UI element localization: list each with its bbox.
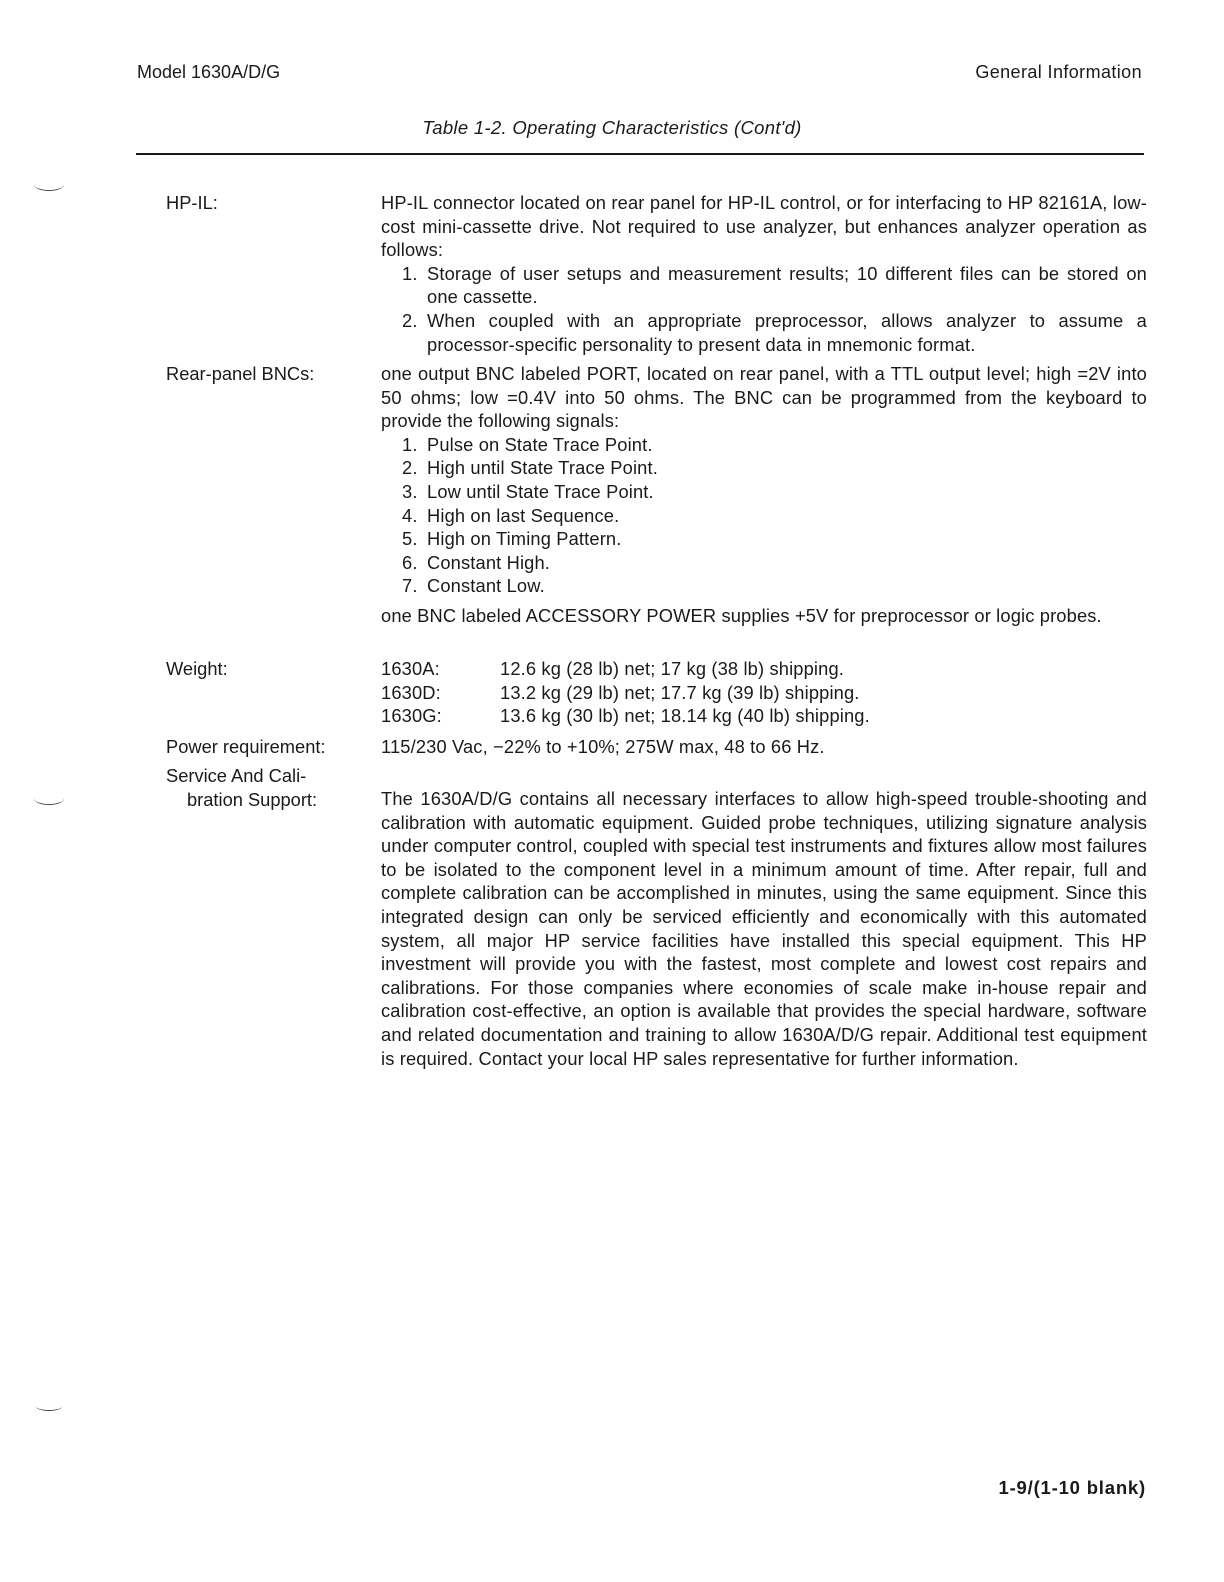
list-item: 3. Low until State Trace Point. [402, 480, 654, 502]
header-section: General Information [975, 62, 1142, 82]
spec-intro: HP-IL connector located on rear panel for HP-IL control, or for interfacing to HP 82161A, low-cost mini-cassette drive. Not required to use analyzer, but enhances analyzer operation as follows: [381, 192, 1147, 261]
list-item: 2. High until State Trace Point. [402, 457, 658, 479]
table-title: Table 1-2. Operating Characteristics (Cont'd) [422, 117, 802, 138]
list-item: 2. When coupled with an appropriate preprocessor, allows analyzer to assume a processor-specific personality to present data in mnemonic format. [402, 309, 1147, 355]
spec-label: HP-IL: [166, 192, 218, 213]
list-item: 4. High on last Sequence. [402, 504, 620, 526]
accessory-power-text: one BNC labeled ACCESSORY POWER supplies +5V for preprocessor or logic probes. [381, 604, 1102, 626]
list-item: 1. Pulse on State Trace Point. [402, 433, 653, 455]
spec-value [381, 657, 1147, 728]
weight-row: 1630D: 13.2 kg (29 lb) net; 17.7 kg (39 lb) shipping. [381, 681, 860, 703]
title-rule [136, 153, 1144, 155]
spec-label: Rear-panel BNCs: [166, 363, 315, 384]
numbered-list [381, 433, 1147, 598]
spec-value: 115/230 Vac, −22% to +10%; 275W max, 48 to 66 Hz. [381, 736, 825, 757]
list-item: 6. Constant High. [402, 551, 551, 573]
header-model: Model 1630A/D/G [137, 62, 281, 82]
list-item: 1. Storage of user setups and measurement results; 10 different files can be stored on one cassette. [402, 262, 1147, 308]
numbered-list [381, 262, 1147, 356]
weight-row: 1630G: 13.6 kg (30 lb) net; 18.14 kg (40 lb) shipping. [381, 705, 870, 727]
binder-mark [34, 792, 64, 805]
spec-value [381, 362, 1147, 628]
binder-mark [36, 1402, 62, 1411]
spec-value [381, 191, 1147, 356]
spec-label: Power requirement: [166, 736, 326, 757]
page-number: 1-9/(1-10 blank) [998, 1477, 1146, 1498]
spec-label: Weight: [166, 658, 228, 679]
spec-label: Service And Cali- bration Support: [166, 765, 318, 810]
service-paragraph: The 1630A/D/G contains all necessary interfaces to allow high-speed trouble-shooting and calibration with automatic equipment. Guided probe techniques, utilizing signature analysis under computer control, coupled with special test instruments and fixtures allow most failures to be isolated to the component level in a minimum amount of time. After repair, full and complete calibration can be accomplished in minutes, using the same equipment. Since this integrated design can only be serviced efficiently and economically with this automated system, all major HP service facilities have installed this special equipment. This HP investment will provide you with the fastest, most complete and lowest cost repairs and calibrations. For those companies where economies of scale make in-house repair and calibration cost-effective, an option is available that provides the special hardware, software and related documentation and training to allow 1630A/D/G repair. Additional test equipment is required. Contact your local HP sales representative for further information. [381, 788, 1147, 1069]
spec-intro: one output BNC labeled PORT, located on rear panel, with a TTL output level; high =2V into 50 ohms; low =0.4V into 50 ohms. The BNC can be programmed from the keyboard to provide the following signals: [381, 363, 1147, 432]
binder-mark [34, 178, 64, 191]
list-item: 5. High on Timing Pattern. [402, 528, 622, 550]
list-item: 7. Constant Low. [402, 575, 545, 597]
weight-row: 1630A: 12.6 kg (28 lb) net; 17 kg (38 lb) shipping. [381, 658, 844, 679]
